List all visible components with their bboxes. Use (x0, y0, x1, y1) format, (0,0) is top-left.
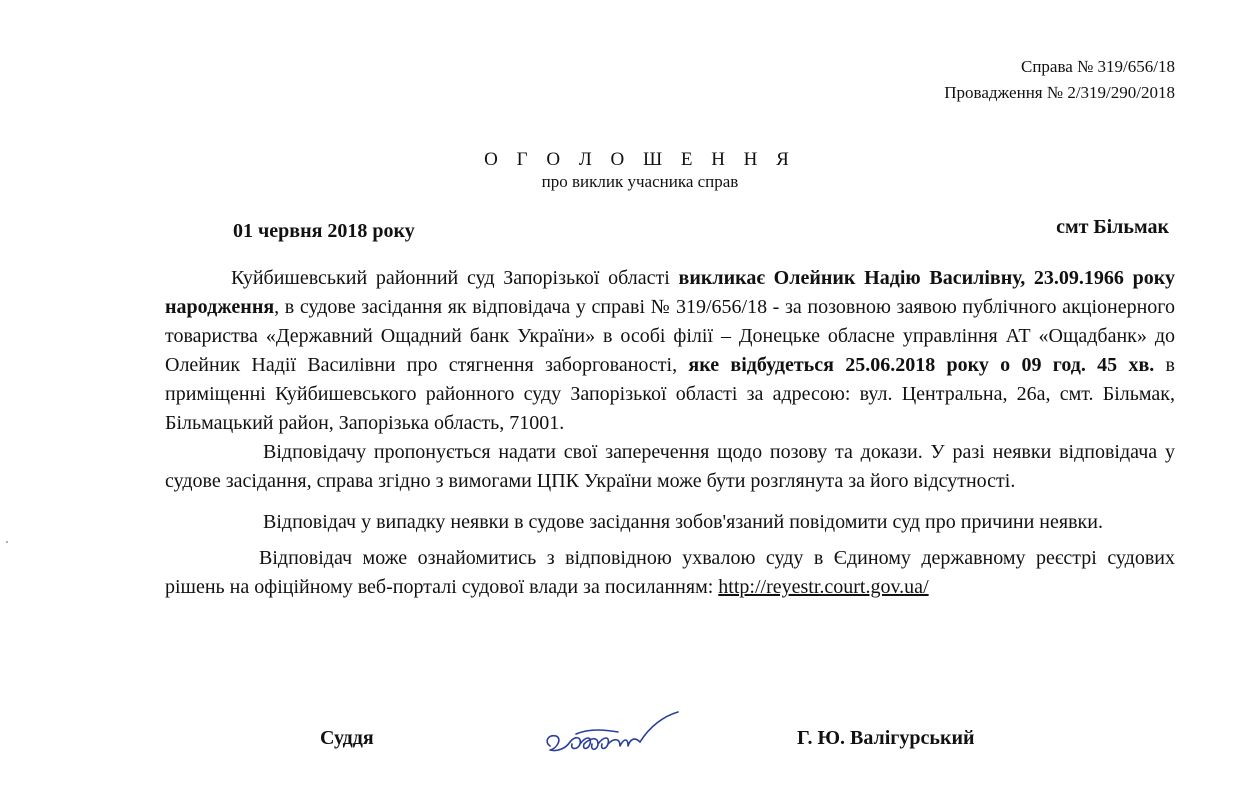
summons-text-3: в приміщенні Куйбишевського районного суду Запорізької області за адресою: вул. Центральна, 26а, смт. Більмак, Більмацький район, Запорізька область, 71001. (165, 354, 1175, 434)
proceeding-number: Провадження № 2/319/290/2018 (944, 83, 1175, 102)
title-subtitle: про виклик учасника справ (541, 172, 739, 191)
judge-signature (540, 706, 690, 766)
hearing-datetime: яке відбудеться 25.06.2018 року о 09 год. 45 хв. (688, 354, 1155, 376)
paragraph-objections: Відповідачу пропонується надати свої заперечення щодо позову та докази. У разі неявки відповідача у судове засідання, справа згідно з вимогами ЦПК України може бути розглянута за його відсутності. (165, 441, 1175, 492)
paragraph-summons (165, 264, 1175, 438)
document-place: смт Більмак (1056, 216, 1169, 238)
judge-name: Г. Ю. Валігурський (797, 727, 975, 749)
paragraph-registry (165, 544, 1175, 602)
title-main: О Г О Л О Ш Е Н Н Я (484, 149, 796, 170)
scan-speck (6, 541, 8, 543)
judge-label: Суддя (320, 727, 374, 749)
announcement-body (165, 264, 1175, 602)
summons-text-1: Куйбишевський районний суд Запорізької області (231, 267, 679, 289)
case-reference (944, 54, 1175, 106)
registry-text: Відповідач може ознайомитись з відповідною ухвалою суду в Єдиному державному реєстрі судових рішень на офіційному веб-порталі судової влади за посиланням: (165, 547, 1175, 598)
document-title (0, 148, 1245, 192)
document-date: 01 червня 2018 року (233, 220, 415, 242)
summons-text-2: , в судове засідання як відповідача у справі № 319/656/18 - за позовною заявою публічного акціонерного товариства «Державний Ощадний банк України» в особі філії – Донецьке обласне управління АТ «Ощадбанк» до Олейник Надії Василівни про стягнення заборгованості, (165, 296, 1175, 376)
registry-link[interactable]: http://reyestr.court.gov.ua/ (718, 576, 929, 598)
summons-person: викликає Олейник Надію Василівну, 23.09.1966 року народження (165, 267, 1175, 318)
paragraph-absence-notice: Відповідач у випадку неявки в судове засідання зобов'язаний повідомити суд про причини неявки. (263, 511, 1103, 533)
case-number: Справа № 319/656/18 (1021, 57, 1175, 76)
